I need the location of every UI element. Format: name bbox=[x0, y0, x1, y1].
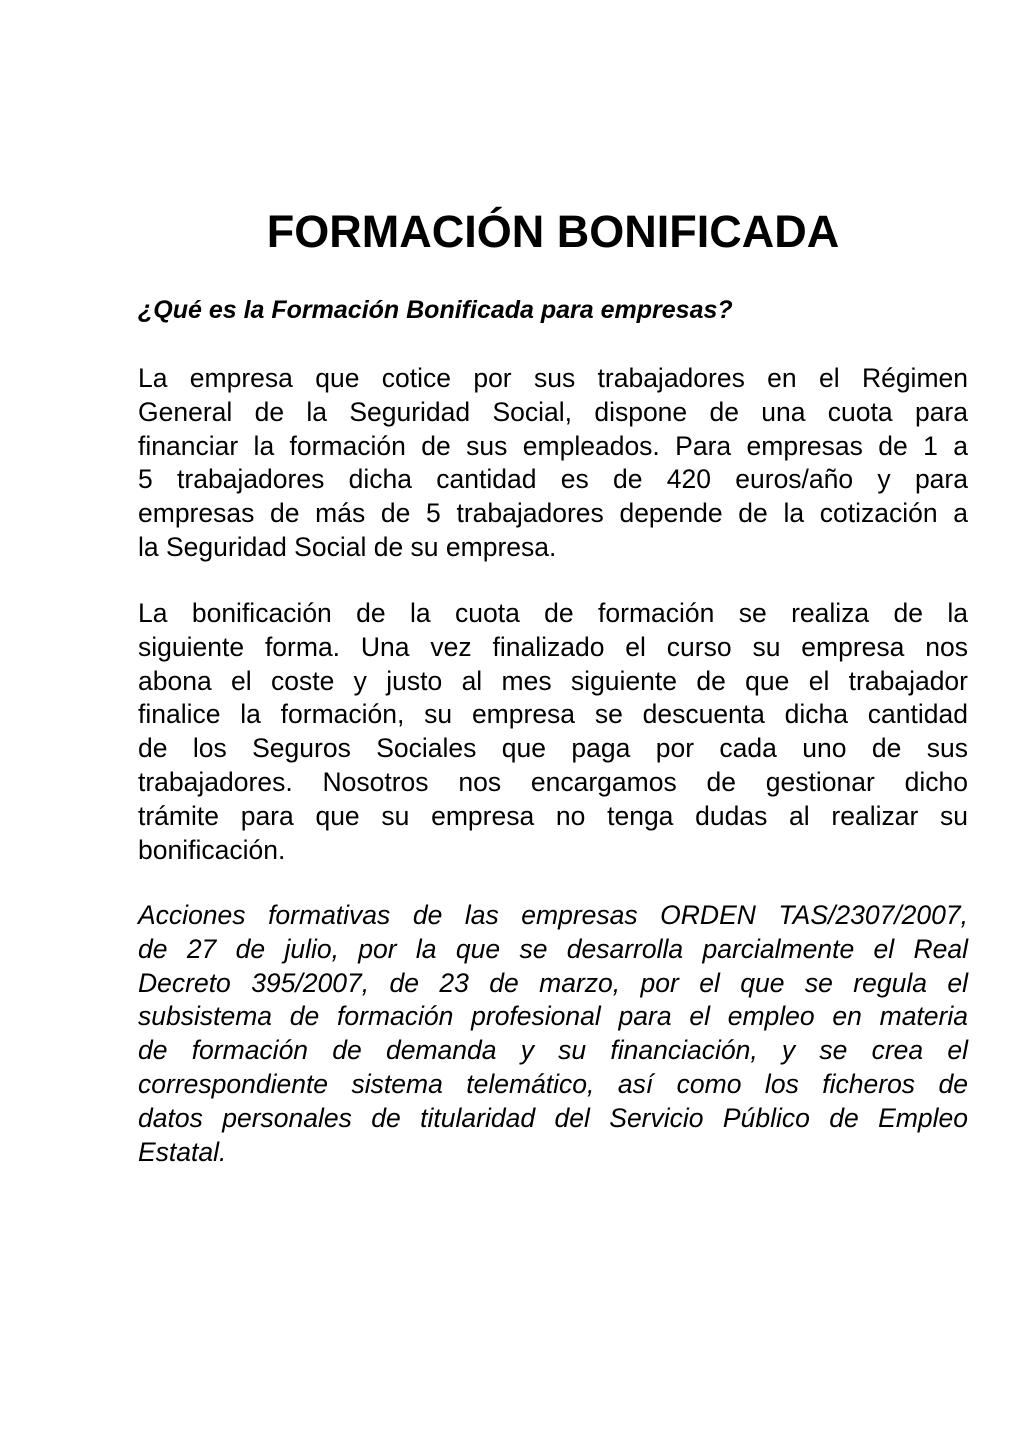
paragraph-cuota bbox=[138, 362, 968, 565]
text-line: abona el coste y justo al mes siguiente de que el trabajador bbox=[138, 665, 968, 696]
text-line: Acciones formativas de las empresas ORDEN TAS/2307/2007, bbox=[138, 900, 968, 930]
section-heading: ¿Qué es la Formación Bonificada para empresas? bbox=[138, 296, 733, 324]
text-line: trámite para que su empresa no tenga dudas al realizar su bbox=[138, 800, 968, 831]
text-line: correspondiente sistema telemático, así como los ficheros de bbox=[138, 1068, 968, 1099]
text-line: la Seguridad Social de su empresa. bbox=[138, 531, 557, 562]
text-line: de los Seguros Sociales que paga por cada uno de sus bbox=[138, 733, 968, 764]
text-line: 5 trabajadores dicha cantidad es de 420 euros/año y para bbox=[138, 464, 968, 495]
text-line: datos personales de titularidad del Servicio Público de Empleo bbox=[138, 1102, 968, 1133]
text-line: de 27 de julio, por la que se desarrolla parcialmente el Real bbox=[138, 933, 968, 964]
text-line: General de la Seguridad Social, dispone de una cuota para bbox=[138, 396, 968, 427]
paragraph-bonificacion bbox=[138, 597, 968, 867]
text-line: financiar la formación de sus empleados. Para empresas de 1 a bbox=[138, 430, 968, 461]
text-line: subsistema de formación profesional para el empleo en materia bbox=[138, 1001, 968, 1032]
text-line: finalice la formación, su empresa se descuenta dicha cantidad bbox=[138, 699, 968, 730]
text-line: bonificación. bbox=[138, 834, 286, 865]
paragraph-legal-reference bbox=[138, 899, 968, 1169]
text-line: siguiente forma. Una vez finalizado el curso su empresa nos bbox=[138, 631, 968, 662]
text-line: trabajadores. Nosotros nos encargamos de gestionar dicho bbox=[138, 766, 968, 797]
text-line: de formación de demanda y su financiación, y se crea el bbox=[138, 1035, 968, 1066]
text-line: Estatal. bbox=[138, 1136, 227, 1167]
text-line: empresas de más de 5 trabajadores depende de la cotización a bbox=[138, 498, 968, 529]
text-line: La empresa que cotice por sus trabajadores en el Régimen bbox=[138, 363, 968, 393]
text-line: La bonificación de la cuota de formación se realiza de la bbox=[138, 598, 968, 628]
page-title: FORMACIÓN BONIFICADA bbox=[266, 206, 840, 257]
text-line: Decreto 395/2007, de 23 de marzo, por el que se regula el bbox=[138, 967, 968, 998]
